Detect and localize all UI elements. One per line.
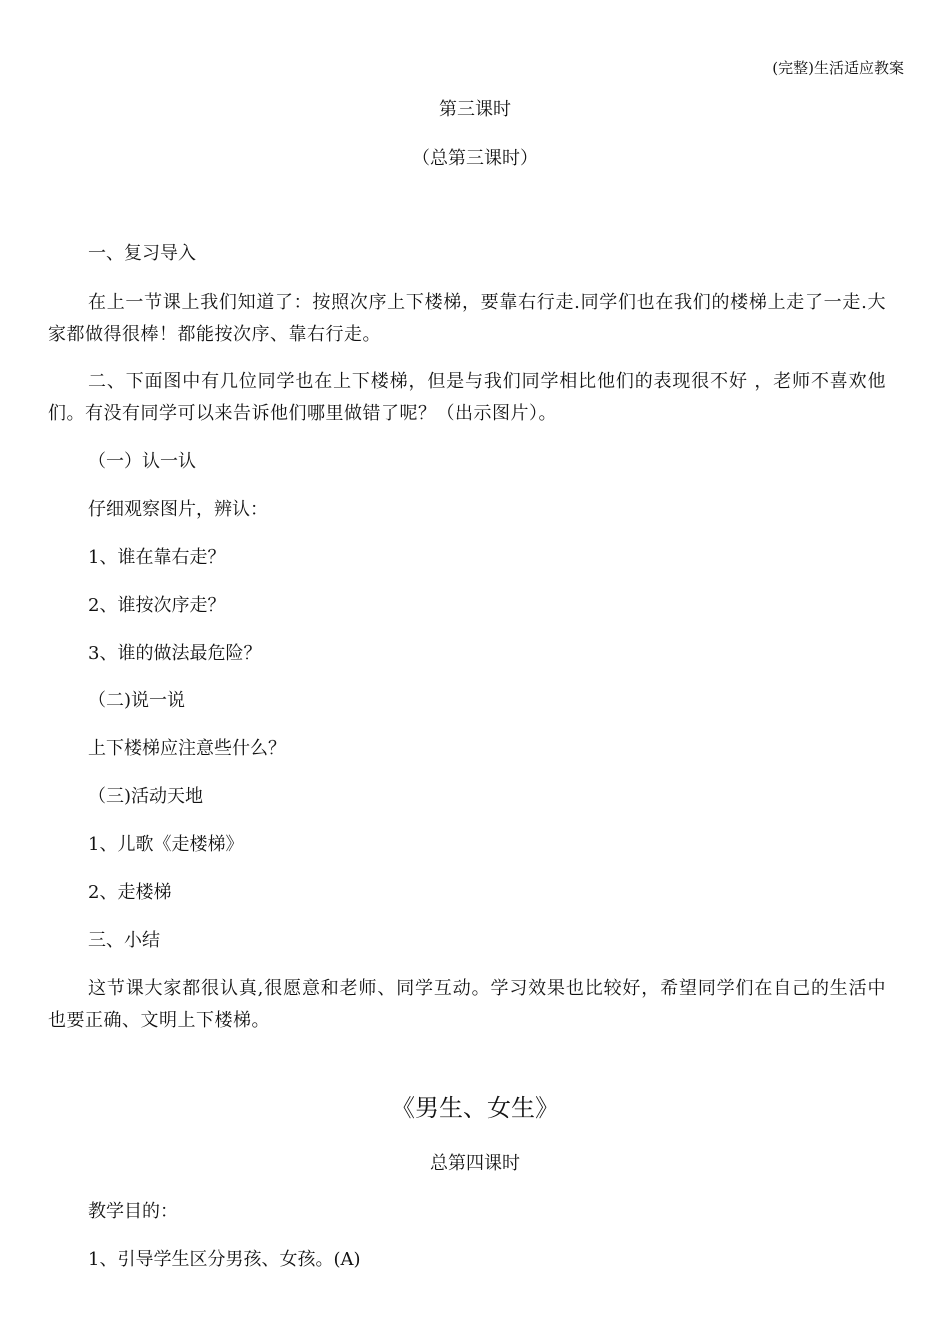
part3-heading: （三)活动天地 [88, 786, 204, 807]
part1-heading: （一）认一认 [88, 451, 196, 472]
activity-item: 2、走楼梯 [88, 882, 172, 903]
goals-heading: 教学目的： [88, 1201, 178, 1222]
section3-heading: 三、小结 [88, 930, 160, 951]
lesson4-title: 《男生、女生》 [391, 1094, 559, 1122]
part2-heading: （二)说一说 [88, 690, 186, 711]
summary-paragraph: 这节课大家都很认真,很愿意和老师、同学互动。学习效果也比较好，希望同学们在自己的生活中也要正确、文明上下楼梯。 [48, 978, 886, 1031]
lesson4-subtitle: 总第四课时 [430, 1153, 520, 1174]
running-header: (完整)生活适应教案 [772, 59, 904, 77]
section1-heading: 一、复习导入 [88, 243, 196, 264]
goal-item: 1、引导学生区分男孩、女孩。(A) [88, 1249, 361, 1270]
question-item: 1、谁在靠右走？ [88, 547, 226, 568]
question-item: 2、谁按次序走？ [88, 595, 226, 616]
lesson3-subtitle: （总第三课时） [412, 148, 538, 169]
section2-paragraph: 二、下面图中有几位同学也在上下楼梯，但是与我们同学相比他们的表现很不好 ，老师不喜欢他们。有没有同学可以来告诉他们哪里做错了呢？（出示图片）。 [48, 371, 886, 424]
lesson3-title: 第三课时 [439, 99, 511, 120]
part1-intro: 仔细观察图片，辨认： [88, 499, 268, 520]
question-item: 3、谁的做法最危险？ [88, 643, 262, 664]
part2-question: 上下楼梯应注意些什么？ [88, 738, 286, 759]
section1-paragraph: 在上一节课上我们知道了：按照次序上下楼梯，要靠右行走.同学们也在我们的楼梯上走了一走.大家都做得很棒！都能按次序、靠右行走。 [48, 292, 886, 345]
activity-item: 1、儿歌《走楼梯》 [88, 834, 244, 855]
